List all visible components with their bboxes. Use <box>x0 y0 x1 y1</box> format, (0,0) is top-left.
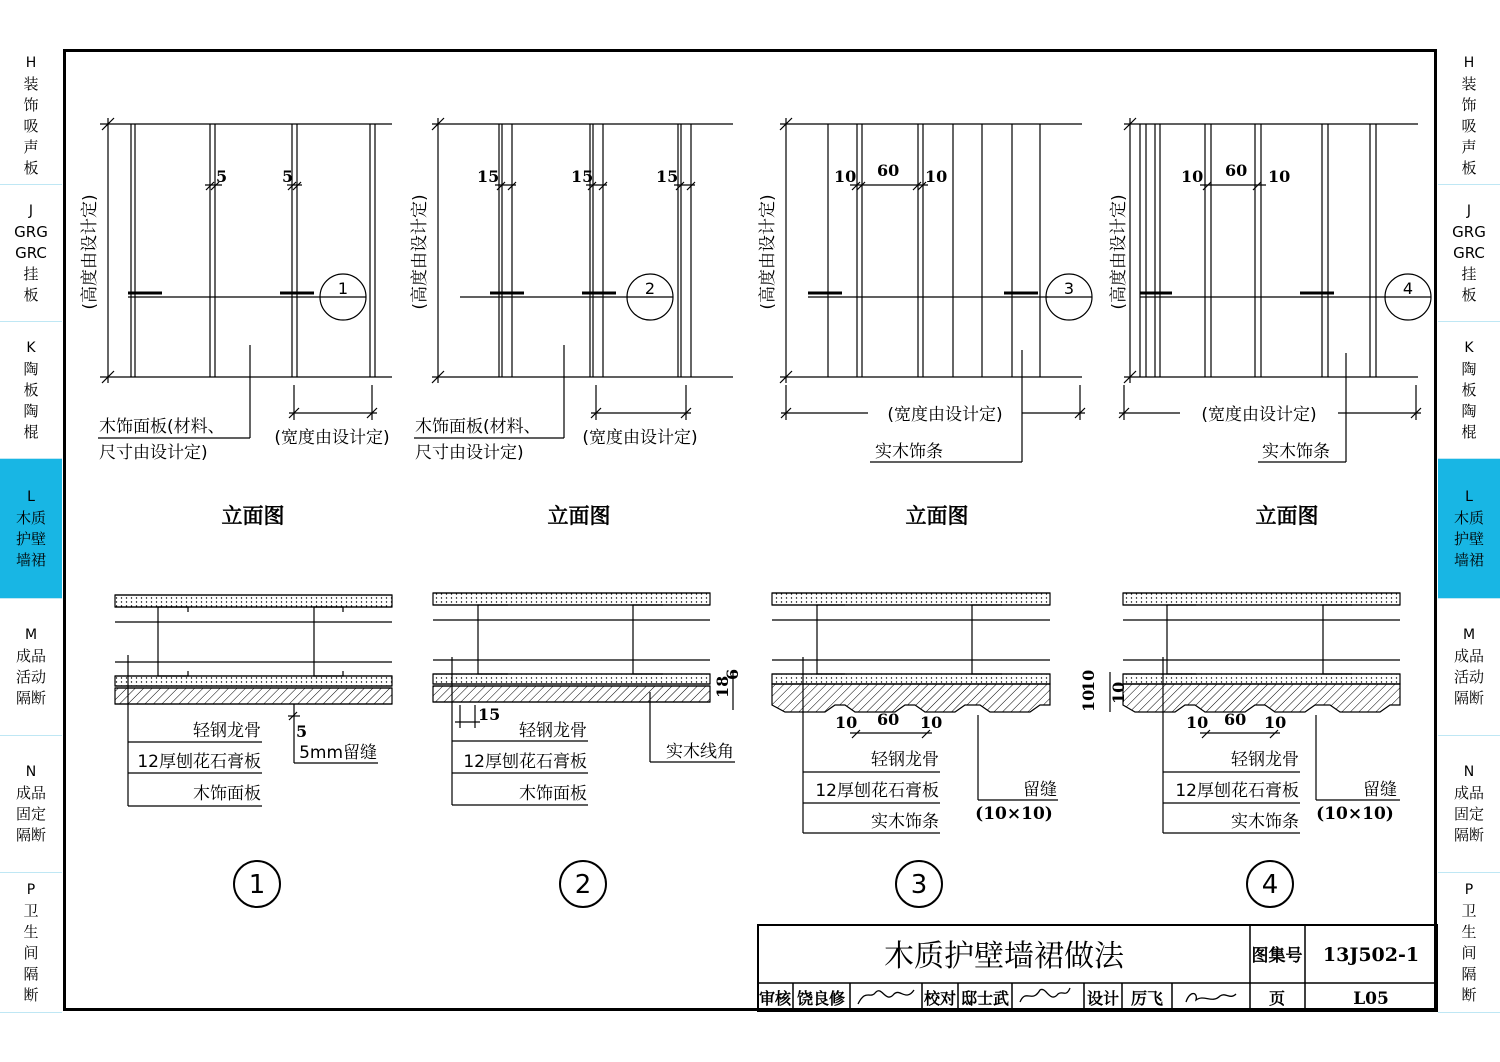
tab-line: GRC <box>1453 243 1485 262</box>
sec3-dim-1: 60 <box>877 710 900 729</box>
height-label-1: (高度由设计定) <box>80 194 100 310</box>
tab-line: 板 <box>1461 380 1477 399</box>
tab-line: 断 <box>1461 985 1477 1004</box>
tab-code: J <box>28 202 34 219</box>
signatures <box>858 988 1236 1004</box>
sec3-extra-1: (10×10) <box>975 804 1053 824</box>
elevation-marker-1: 1 <box>337 279 349 298</box>
tab-line: 隔断 <box>1453 689 1484 707</box>
sec2-extra-0: 15 <box>478 705 501 724</box>
tab-line: 木质 <box>1453 508 1484 527</box>
page-label: 页 <box>1268 989 1286 1008</box>
tab-line: 活动 <box>1453 668 1484 686</box>
tab-line: 护壁 <box>1453 529 1484 548</box>
sec4-label-1: 12厚刨花石膏板 <box>1175 781 1299 801</box>
caption-2: 立面图 <box>547 504 611 528</box>
elevation-1 <box>98 118 392 438</box>
tab-line: 装 <box>23 75 39 93</box>
sec3-extra-0: 留缝 <box>1023 780 1057 800</box>
tab-line: 陶 <box>1461 359 1477 378</box>
tab-line: 吸 <box>23 117 39 135</box>
tab-line: 板 <box>23 159 39 177</box>
tab-line: GRC <box>15 243 47 262</box>
width-label-4: (宽度由设计定) <box>1201 405 1317 425</box>
tab-line: 成品 <box>1453 647 1484 665</box>
callout-4: 实木饰条 <box>1262 442 1330 462</box>
tab-line: 声 <box>23 138 39 156</box>
tab-line: 挂 <box>23 264 39 283</box>
checker-signature <box>1020 988 1070 1002</box>
sec2-label-1: 12厚刨花石膏板 <box>463 752 587 772</box>
tab-line: 木质 <box>15 508 46 527</box>
tab-code: M <box>24 627 38 643</box>
sec3-dim-0: 10 <box>835 713 858 732</box>
sec2-label-2: 木饰面板 <box>519 784 587 804</box>
elevation-marker-4: 4 <box>1402 279 1414 298</box>
reviewer-signature <box>858 990 914 1004</box>
tab-code: N <box>25 764 37 780</box>
tab-line: 饰 <box>1461 96 1477 114</box>
elev1-dim-a: 5 <box>216 167 228 186</box>
atlas-label: 图集号 <box>1251 946 1303 966</box>
atlas-number: 13J502-1 <box>1322 944 1420 966</box>
tab-line: 生 <box>23 922 39 941</box>
elevation-marker-2: 2 <box>644 279 656 298</box>
callout-2-line-1: 木饰面板(材料、 <box>415 417 541 437</box>
tab-line: 隔断 <box>15 826 46 844</box>
sec1-label-0: 轻钢龙骨 <box>193 721 261 741</box>
elev3-dim-a: 10 <box>834 167 857 186</box>
tab-line: 声 <box>1461 138 1477 156</box>
caption-4: 立面图 <box>1255 504 1319 528</box>
tab-line: 成品 <box>15 784 46 802</box>
tab-line: 墙裙 <box>1453 550 1484 569</box>
elev3-dim-c: 10 <box>925 167 948 186</box>
section-number-3: 3 <box>910 870 928 900</box>
callout-1-line-2: 尺寸由设计定) <box>99 443 208 463</box>
tab-line: 断 <box>23 985 39 1004</box>
width-label-1: (宽度由设计定) <box>274 428 390 448</box>
review-label: 审核 <box>758 989 792 1008</box>
elev4-dim-a: 10 <box>1181 167 1204 186</box>
tab-code: H <box>1463 55 1475 71</box>
tab-line: 挂 <box>1461 264 1477 283</box>
tab-line: 间 <box>23 943 39 962</box>
tab-code: P <box>1464 881 1474 898</box>
tab-line: 卫 <box>1461 901 1477 920</box>
sec4-label-0: 轻钢龙骨 <box>1231 750 1299 770</box>
tab-line: 隔 <box>23 964 39 983</box>
tab-code: M <box>1462 627 1476 643</box>
sheet-title: 木质护壁墙裙做法 <box>884 939 1124 974</box>
tab-line: GRG <box>14 222 48 241</box>
tab-line: 护壁 <box>15 529 46 548</box>
elev4-dim-b: 60 <box>1225 161 1248 180</box>
sec2-extra-3: 6 <box>723 668 742 680</box>
tab-line: 生 <box>1461 922 1477 941</box>
tab-line: 固定 <box>1453 805 1484 823</box>
tab-code: L <box>1465 488 1473 505</box>
tab-code: K <box>1464 339 1474 356</box>
reviewer-name: 饶良修 <box>796 989 846 1008</box>
checker-name: 邸士武 <box>960 989 1010 1008</box>
elev2-dim-c: 15 <box>656 167 679 186</box>
sec4-extra-4: 10 <box>1109 681 1128 704</box>
elev2-dim-b: 15 <box>571 167 594 186</box>
tab-line: GRG <box>1452 222 1486 241</box>
section-number-4: 4 <box>1261 870 1279 900</box>
sec2-extra-1: 实木线角 <box>666 742 734 762</box>
section-1 <box>115 595 392 806</box>
elev3-dim-b: 60 <box>877 161 900 180</box>
sec4-extra-3: 10 <box>1079 689 1098 712</box>
section-number-1: 1 <box>248 870 266 900</box>
design-label: 设计 <box>1086 989 1120 1008</box>
elev2-dim-a: 15 <box>477 167 500 186</box>
tab-line: 装 <box>1461 75 1477 93</box>
sec3-label-0: 轻钢龙骨 <box>871 750 939 770</box>
tab-code: H <box>25 55 37 71</box>
width-label-3: (宽度由设计定) <box>887 405 1003 425</box>
elevation-marker-3: 3 <box>1063 279 1075 298</box>
elev4-dim-c: 10 <box>1268 167 1291 186</box>
tab-line: 隔 <box>1461 964 1477 983</box>
sec3-label-1: 12厚刨花石膏板 <box>815 781 939 801</box>
sec1-extra-1: 5mm留缝 <box>299 743 377 763</box>
tab-line: 陶 <box>23 359 39 378</box>
tab-line: 板 <box>1461 159 1477 177</box>
tab-line: 棍 <box>23 422 39 441</box>
elev1-dim-b: 5 <box>282 167 294 186</box>
height-label-4: (高度由设计定) <box>1109 194 1129 310</box>
tab-line: 陶 <box>1461 401 1477 420</box>
tab-line: 吸 <box>1461 117 1477 135</box>
tab-line: 饰 <box>23 96 39 114</box>
tab-line: 陶 <box>23 401 39 420</box>
tab-code: J <box>1466 202 1472 219</box>
sec4-dim-1: 60 <box>1224 710 1247 729</box>
section-number-2: 2 <box>574 870 592 900</box>
tab-line: 活动 <box>15 668 46 686</box>
width-label-2: (宽度由设计定) <box>582 428 698 448</box>
sec4-dim-0: 10 <box>1186 713 1209 732</box>
sec1-extra-0: 5 <box>296 722 308 741</box>
sec3-label-2: 实木饰条 <box>871 812 939 832</box>
caption-3: 立面图 <box>905 504 969 528</box>
sec4-label-2: 实木饰条 <box>1231 812 1299 832</box>
caption-1: 立面图 <box>221 504 285 528</box>
elevation-2 <box>414 118 733 438</box>
tab-line: 墙裙 <box>15 550 46 569</box>
tab-line: 棍 <box>1461 422 1477 441</box>
page-number: L05 <box>1353 989 1389 1009</box>
tab-line: 板 <box>23 380 39 399</box>
sec4-extra-2: 10 <box>1079 669 1098 692</box>
sec2-extra-2: 18 <box>713 675 732 698</box>
designer-name: 厉飞 <box>1130 989 1164 1008</box>
tab-code: K <box>26 339 36 356</box>
callout-3: 实木饰条 <box>875 442 943 462</box>
tab-line: 隔断 <box>15 689 46 707</box>
height-label-2: (高度由设计定) <box>410 194 430 310</box>
section-2 <box>433 593 735 805</box>
tab-line: 固定 <box>15 805 46 823</box>
tab-code: N <box>1463 764 1475 780</box>
tab-code: L <box>27 488 35 505</box>
sec4-dim-2: 10 <box>1264 713 1287 732</box>
tab-line: 成品 <box>15 647 46 665</box>
height-label-3: (高度由设计定) <box>758 194 778 310</box>
sec4-extra-0: 留缝 <box>1363 780 1397 800</box>
check-label: 校对 <box>923 989 957 1008</box>
tab-line: 卫 <box>23 901 39 920</box>
sec2-label-0: 轻钢龙骨 <box>519 721 587 741</box>
tab-line: 成品 <box>1453 784 1484 802</box>
sec1-label-1: 12厚刨花石膏板 <box>137 752 261 772</box>
tab-code: P <box>26 881 36 898</box>
sec3-dim-2: 10 <box>920 713 943 732</box>
tab-line: 隔断 <box>1453 826 1484 844</box>
tab-line: 板 <box>1461 285 1477 304</box>
sec1-label-2: 木饰面板 <box>193 784 261 804</box>
sec4-extra-1: (10×10) <box>1316 804 1394 824</box>
tab-line: 间 <box>1461 943 1477 962</box>
designer-signature <box>1186 994 1236 1003</box>
callout-2-line-2: 尺寸由设计定) <box>415 443 524 463</box>
callout-1-line-1: 木饰面板(材料、 <box>99 417 225 437</box>
tab-line: 板 <box>23 285 39 304</box>
